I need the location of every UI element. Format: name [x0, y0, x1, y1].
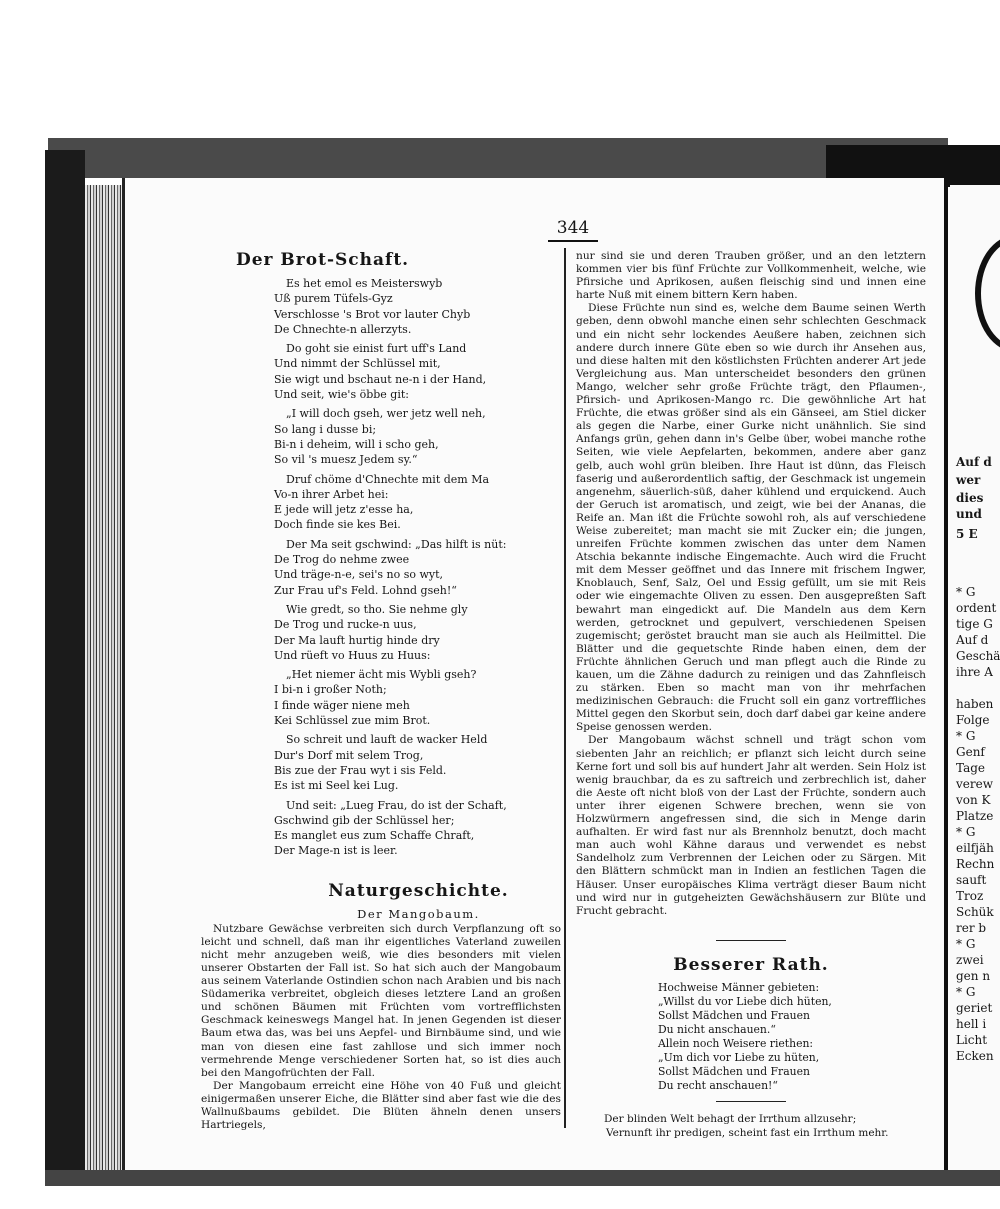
- verse-line: Dur's Dorf mit selem Trog,: [274, 748, 424, 762]
- poem2-title: Besserer Rath.: [673, 954, 829, 975]
- verse-line: Zur Frau uf's Feld. Lohnd gseh!“: [274, 583, 457, 597]
- article-paragraph: Der Mangobaum erreicht eine Höhe von 40 Fuß und gleicht einigermaßen unserer Eiche, die Blätter sind aber fast wie die des Wallnußbaums gebildet. Die Blüten ähneln denen unsers Hartriegels,: [201, 1079, 561, 1132]
- facing-page-fragment: haben: [956, 697, 994, 711]
- facing-page-fragment: eilfjäh: [956, 841, 994, 855]
- verse-line: De Trog und rucke-n uus,: [274, 618, 417, 632]
- facing-page-fragment: Troz: [956, 889, 984, 903]
- facing-page-fragment: Ecken: [956, 1049, 994, 1063]
- epigram-line: Der blinden Welt behagt der Irrthum allzusehr;: [604, 1112, 857, 1125]
- verse-line: Vo-n ihrer Arbet hei:: [274, 487, 389, 501]
- column-rule: [564, 248, 566, 1128]
- facing-page-fragment: gen n: [956, 969, 991, 983]
- seal-emblem: [975, 235, 1000, 352]
- poem1-stanza: [274, 798, 561, 859]
- verse-line: Es ist mi Seel kei Lug.: [274, 779, 399, 793]
- verse-line: „Willst du vor Liebe dich hüten,: [658, 994, 832, 1008]
- verse-line: Allein noch Weisere riethen:: [658, 1036, 814, 1050]
- verse-line: Uß purem Tüfels-Gyz: [274, 292, 393, 306]
- verse-line: „I will doch gseh, wer jetz well neh,: [286, 407, 486, 421]
- verse-line: Verschlosse 's Brot vor lauter Chyb: [274, 307, 471, 321]
- scan-border-top: [48, 138, 948, 178]
- facing-page-fragment: 5 E: [956, 527, 978, 541]
- article-title: Naturgeschichte.: [328, 880, 509, 901]
- verse-line: Es manglet eus zum Schaffe Chraft,: [274, 829, 475, 843]
- facing-page-fragment: * G: [956, 825, 976, 839]
- facing-page-fragment: geriet: [956, 1001, 993, 1015]
- facing-page-fragment: Auf d: [956, 455, 992, 469]
- article-right-text: [576, 250, 926, 918]
- poem1-body: [274, 276, 561, 859]
- scan-border-bottom: [45, 1170, 1000, 1186]
- scan-border-left: [45, 150, 85, 1170]
- facing-page-fragment: sauft: [956, 873, 987, 887]
- facing-page-fragment: * G: [956, 585, 976, 599]
- facing-page-fragment: Licht: [956, 1033, 988, 1047]
- verse-line: De Trog do nehme zwee: [274, 553, 410, 567]
- verse-line: „Um dich vor Liebe zu hüten,: [658, 1050, 820, 1064]
- verse-line: So vil 's muesz Jedem sy.“: [274, 453, 418, 467]
- verse-line: So lang i dusse bi;: [274, 422, 377, 436]
- verse-line: Du recht anschauen!“: [658, 1078, 778, 1092]
- poem1-stanza: [274, 732, 561, 793]
- verse-line: Sie wigt und bschaut ne-n i der Hand,: [274, 372, 487, 386]
- article-subtitle: Der Mangobaum.: [357, 906, 480, 921]
- facing-page-fragment: dies: [956, 491, 984, 505]
- verse-line: Du nicht anschauen.“: [658, 1022, 776, 1036]
- article-paragraph: Nutzbare Gewächse verbreiten sich durch Verpflanzung oft so leicht und schnell, daß man ihr eigentliches Vaterland zuweilen nicht mehr anzugeben weiß, wie dies besonders mit vielen unserer Obstarten der Fall ist. So hat sich auch der Mangobaum aus seinem Vaterlande Ostindien schon nach Arabien und bis nach Südamerika verbreitet, obgleich dieses letztere Land an großen und schönen Bäumen mit Früchten vom vortrefflichsten Geschmack keineswegs Mangel hat. In jenen Gegenden ist dieser Baum etwa das, was bei uns Aepfel- und Birnbäume sind, und wie man von diesen eine fast zahllose und sich immer noch vermehrende Menge verschiedener Sorten hat, so ist dies auch bei den Mangofrüchten der Fall.: [201, 922, 561, 1079]
- verse-line: Und träge-n-e, sei's no so wyt,: [274, 568, 444, 582]
- left-column: [196, 250, 561, 1132]
- verse-line: Der Mage-n ist is leer.: [274, 844, 398, 858]
- epigram: [604, 1112, 926, 1140]
- verse-line: Und seit, wie's öbbe git:: [274, 388, 409, 402]
- verse-line: Druf chöme d'Chnechte mit dem Ma: [286, 472, 490, 486]
- poem1-stanza: [274, 537, 561, 598]
- verse-line: Bi-n i deheim, will i scho geh,: [274, 437, 439, 451]
- verse-line: I bi-n i großer Noth;: [274, 683, 387, 697]
- article-paragraph: Der Mangobaum wächst schnell und trägt schon vom siebenten Jahr an reichlich; er pflanzt sich leicht durch seine Kerne fort und soll bis auf hundert Jahr alt werden. Sein Holz ist wenig brauchbar, da es zu saftreich und zerbrechlich ist, daher die Aeste oft nicht bloß von der Last der Früchte, sondern auch unter ihrer eigenen Schwere brechen, wenn sie von Holzwürmern angefressen sind, die sich in Menge darin aufhalten. Er wird fast nur als Brennholz benutzt, doch macht man auch wohl Kähne daraus und verwendet es nebst Sandelholz zum Verbrennen der Leichen oder zu Särgen. Mit den Blättern schmückt man in Indien an festlichen Tagen die Häuser. Unser europäisches Klima verträgt dieser Baum nicht und wird nur in gutgeheizten Gewächshäusern zur Blüte und Frucht gebracht.: [576, 734, 926, 917]
- facing-page-fragment: Auf d: [956, 633, 989, 647]
- poem1-stanza: [274, 472, 561, 533]
- article-paragraph: Diese Früchte nun sind es, welche dem Baume seinen Werth geben, denn obwohl manche einen sehr schlechten Geschmack und ein nicht sehr lockendes Aeußere haben, zeichnen sich andere durch innere Güte eben so wie durch ihr Ansehen aus, und diese halten mit den köstlichsten Früchten anderer Art jede Vergleichung aus. Man unterscheidet besonders den grünen Mango, welcher sehr große Früchte trägt, den Pflaumen-, Pfirsich- und Aprikosen-Mango rc. Die gewöhnliche Art hat Früchte, die etwas größer sind als ein Gänseei, am Stiel dicker als gegen die Narbe, einer Gurke nicht unähnlich. Sie sind Anfangs grün, gehen dann in's Gelbe über, wobei manche rothe Seiten, wie viele Aepfelarten, bekommen, andere aber ganz gelb, auch wohl grün bleiben. Ihre Haut ist dünn, das Fleisch faserig und außerordentlich saftig, der Geschmack ist ungemein angenehm, säuerlich-süß, daher kühlend und erquickend. Auch der Geruch ist aromatisch, und zeigt, wie bei der Ananas, die Reife an. Man ißt die Früchte sowohl roh, als auf verschiedene Weise zubereitet; man macht sie mit Zucker ein; die jungen, unreifen Früchte kommen zwischen das unter dem Namen Atschia bekannte indische Eingemachte. Auch wird die Frucht mit dem Messer geöffnet und das Innere mit frischem Ingwer, Knoblauch, Senf, Salz, Oel und Essig gefüllt, um sie mit Reis oder wie eingemachte Oliven zu essen. Den ausgepreßten Saft bewahrt man eingedickt auf. Die Mandeln aus dem Kern werden, getrocknet und gepulvert, verschiedenen Speisen zugemischt; geröstet braucht man sie auch als Heilmittel. Die Blätter und die gequetschte Rinde haben einen, dem der Früchte ähnlichen Geruch und man pflegt auch die Rinde zu kauen, um die Zähne dadurch zu reinigen und das Zahnfleisch zu stärken. Eben so macht man von ihr mehrfachen medizinischen Gebrauch: die Frucht soll ein ganz vortreffliches Mittel gegen den Skorbut sein, doch darf dabei gar keine andere Speise genossen werden.: [576, 302, 926, 734]
- verse-line: Und rüeft vo Huus zu Huus:: [274, 648, 431, 662]
- page-number: 344: [548, 218, 598, 242]
- verse-line: I finde wäger niene meh: [274, 698, 410, 712]
- facing-page-fragment: wer: [956, 473, 981, 487]
- facing-page-fragment: von K: [956, 793, 991, 807]
- poem1-stanza: [274, 602, 561, 663]
- verse-line: So schreit und lauft de wacker Held: [286, 733, 488, 747]
- verse-line: Hochweise Männer gebieten:: [658, 980, 820, 994]
- verse-line: Und seit: „Lueg Frau, do ist der Schaft,: [286, 798, 507, 812]
- section-divider: [716, 940, 786, 941]
- facing-page-fragment: Geschä: [956, 649, 1000, 663]
- poem1-stanza: [274, 341, 561, 402]
- facing-page-fragment: * G: [956, 985, 976, 999]
- poem1-stanza: [274, 406, 561, 467]
- facing-page-fragment: * G: [956, 729, 976, 743]
- verse-line: Es het emol es Meisterswyb: [286, 277, 443, 290]
- verse-line: Und nimmt der Schlüssel mit,: [274, 357, 441, 371]
- verse-line: Gschwind gib der Schlüssel her;: [274, 813, 455, 827]
- verse-line: Sollst Mädchen und Frauen: [658, 1064, 810, 1078]
- verse-line: Der Ma lauft hurtig hinde dry: [274, 633, 440, 647]
- facing-page-fragment: * G: [956, 937, 976, 951]
- poem2-body: [658, 981, 926, 1093]
- poem1-stanza: [274, 667, 561, 728]
- facing-page-fragment: Folge: [956, 713, 990, 727]
- facing-page-fragment: Tage: [956, 761, 986, 775]
- facing-page-fragment: zwei: [956, 953, 984, 967]
- facing-page-fragment: ordent: [956, 601, 997, 615]
- verse-line: Do goht sie einist furt uff's Land: [286, 342, 467, 356]
- facing-page-fragment: Genf: [956, 745, 985, 759]
- verse-line: Kei Schlüssel zue mim Brot.: [274, 714, 431, 728]
- facing-page-fragment: hell i: [956, 1017, 987, 1031]
- verse-line: De Chnechte-n allerzyts.: [274, 322, 412, 336]
- epigram-line: Vernunft ihr predigen, scheint fast ein Irrthum mehr.: [606, 1126, 889, 1139]
- facing-page-fragment: rer b: [956, 921, 987, 935]
- facing-page-fragment: verew: [956, 777, 993, 791]
- verse-line: Sollst Mädchen und Frauen: [658, 1008, 810, 1022]
- facing-page: [950, 185, 1000, 1175]
- facing-page-fragment: Rechn: [956, 857, 995, 871]
- verse-line: „Het niemer ächt mis Wybli gseh?: [286, 668, 477, 682]
- verse-line: Bis zue der Frau wyt i sis Feld.: [274, 763, 447, 777]
- verse-line: Der Ma seit gschwind: „Das hilft is nüt:: [286, 537, 507, 551]
- section-divider: [716, 1101, 786, 1102]
- poem1-title: Der Brot-Schaft.: [236, 250, 410, 270]
- article-paragraph: nur sind sie und deren Trauben größer, und an den letztern kommen vier bis fünf Früchte zur Vollkommenheit, welche, wie Pfirsiche und Aprikosen, außen fleischig sind und innen eine harte Nuß mit einem bittern Kern haben.: [576, 250, 926, 302]
- article-left-text: [201, 923, 561, 1133]
- verse-line: Wie gredt, so tho. Sie nehme gly: [286, 602, 468, 616]
- verse-line: E jede will jetz z'esse ha,: [274, 503, 414, 517]
- poem1-stanza: [274, 276, 561, 337]
- verse-line: Doch finde sie kes Bei.: [274, 518, 401, 532]
- facing-page-fragment: tige G: [956, 617, 993, 631]
- facing-page-fragment: und: [956, 507, 982, 521]
- right-column: [576, 250, 926, 1140]
- facing-page-fragment: Platze: [956, 809, 994, 823]
- book-spine-edges: [85, 185, 125, 1175]
- facing-page-fragment: Schük: [956, 905, 994, 919]
- facing-page-fragment: ihre A: [956, 665, 993, 679]
